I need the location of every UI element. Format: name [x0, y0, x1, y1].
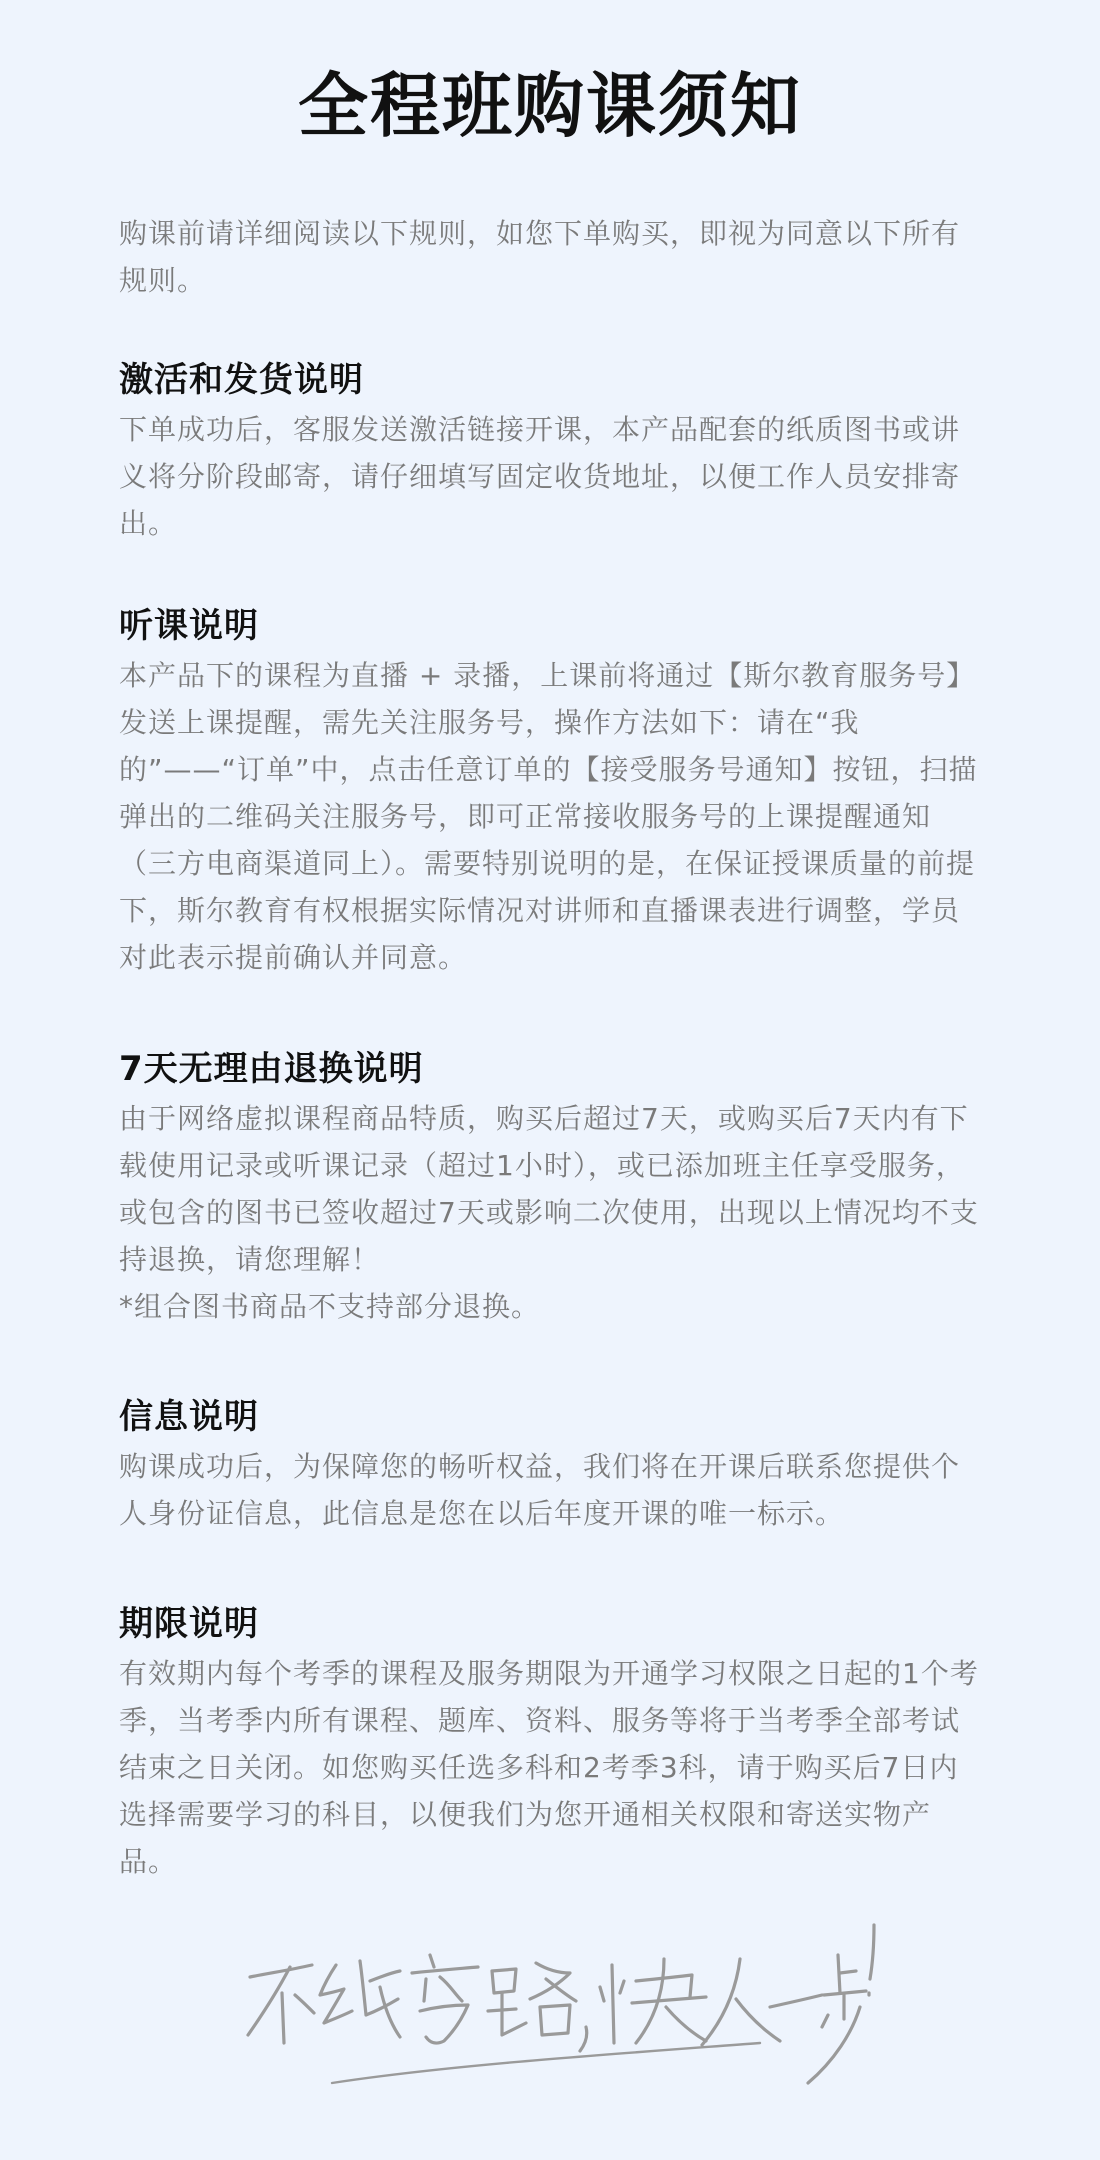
section-note: *组合图书商品不支持部分退换。: [119, 1290, 541, 1323]
section-refund-policy: [119, 1045, 981, 1330]
intro-paragraph: 购课前请详细阅读以下规则，如您下单购买，即视为同意以下所有规则。: [119, 217, 961, 297]
section-body: 购课成功后，为保障您的畅听权益，我们将在开课后联系您提供个人身份证信息，此信息是您在以后年度开课的唯一标示。: [119, 1450, 961, 1530]
section-heading: 信息说明: [119, 1397, 259, 1437]
section-body: 由于网络虚拟课程商品特质，购买后超过7天，或购买后7天内有下载使用记录或听课记录（超过1小时），或已添加班主任享受服务，或包含的图书已签收超过7天或影响二次使用，出现以上情况均不支持退换，请您理解！: [119, 1102, 979, 1276]
section-activation-shipping: [119, 356, 981, 547]
section-heading: 听课说明: [119, 606, 259, 646]
section-body: 有效期内每个考季的课程及服务期限为开通学习权限之日起的1个考季，当考季内所有课程、题库、资料、服务等将于当考季全部考试结束之日关闭。如您购买任选多科和2考季3科，请于购买后7日内选择需要学习的科目，以便我们为您开通相关权限和寄送实物产品。: [119, 1657, 979, 1878]
section-term-limit: [119, 1600, 981, 1885]
section-heading: 7天无理由退换说明: [119, 1049, 424, 1089]
handwritten-slogan-signature: [240, 1915, 880, 2095]
page-title: 全程班购课须知: [298, 65, 802, 147]
section-information: [119, 1393, 981, 1537]
section-listening: [119, 602, 981, 981]
section-body: 下单成功后，客服发送激活链接开课，本产品配套的纸质图书或讲义将分阶段邮寄，请仔细填写固定收货地址，以便工作人员安排寄出。: [119, 413, 961, 540]
section-heading: 激活和发货说明: [119, 360, 364, 400]
section-heading: 期限说明: [119, 1604, 259, 1644]
section-body: 本产品下的课程为直播 + 录播，上课前将通过【斯尔教育服务号】发送上课提醒，需先关注服务号，操作方法如下：请在“我的”——“订单”中，点击任意订单的【接受服务号通知】按钮，扫描弹出的二维码关注服务号，即可正常接收服务号的上课提醒通知（三方电商渠道同上）。需要特别说明的是，在保证授课质量的前提下，斯尔教育有权根据实际情况对讲师和直播课表进行调整，学员对此表示提前确认并同意。: [119, 659, 978, 974]
